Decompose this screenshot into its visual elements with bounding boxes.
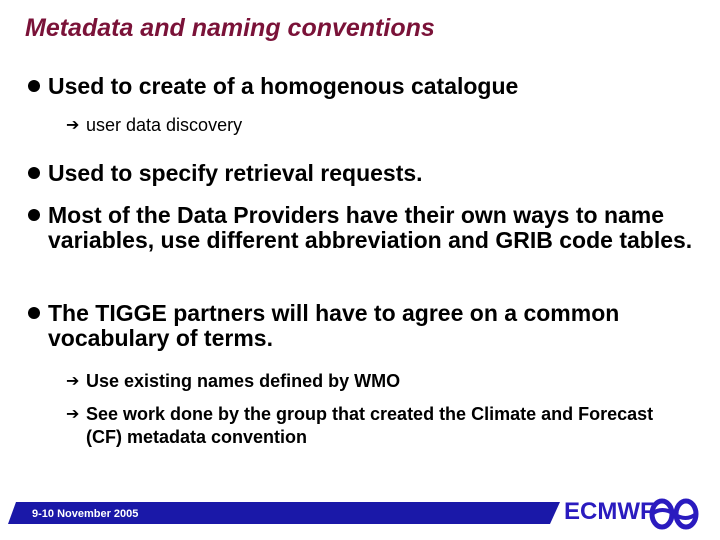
sub-item bbox=[66, 114, 696, 137]
bullet-item bbox=[28, 161, 698, 186]
sub-item-text: Use existing names defined by WMO bbox=[86, 371, 401, 391]
bullet-text: Used to create of a homogenous catalogue bbox=[48, 73, 519, 99]
bullet-text: Most of the Data Providers have their own ways to name variables, use different abbreviation and GRIB code tables. bbox=[48, 202, 693, 253]
sub-item bbox=[66, 370, 696, 393]
sub-item-text: user data discovery bbox=[86, 115, 243, 135]
bullet-item bbox=[28, 203, 693, 253]
ecmwf-emblem-icon bbox=[648, 496, 700, 532]
bullet-dot-icon bbox=[28, 167, 40, 179]
sub-item-text: See work done by the group that created the Climate and Forecast (CF) metadata convention bbox=[86, 404, 654, 447]
bullet-text: Used to specify retrieval requests. bbox=[48, 160, 423, 186]
footer-date: 9-10 November 2005 bbox=[32, 508, 139, 520]
ecmwf-logo-text: ECMWF bbox=[564, 498, 655, 525]
bullet-item bbox=[28, 301, 628, 351]
right-arrow-icon: ➔ bbox=[66, 406, 80, 423]
bullet-text: The TIGGE partners will have to agree on a common vocabulary of terms. bbox=[48, 300, 620, 351]
right-arrow-icon: ➔ bbox=[66, 117, 80, 134]
sub-item bbox=[66, 403, 686, 449]
bullet-dot-icon bbox=[28, 209, 40, 221]
bullet-dot-icon bbox=[28, 307, 40, 319]
slide-title: Metadata and naming conventions bbox=[25, 14, 435, 42]
bullet-item bbox=[28, 74, 698, 99]
right-arrow-icon: ➔ bbox=[66, 373, 80, 390]
bullet-dot-icon bbox=[28, 80, 40, 92]
